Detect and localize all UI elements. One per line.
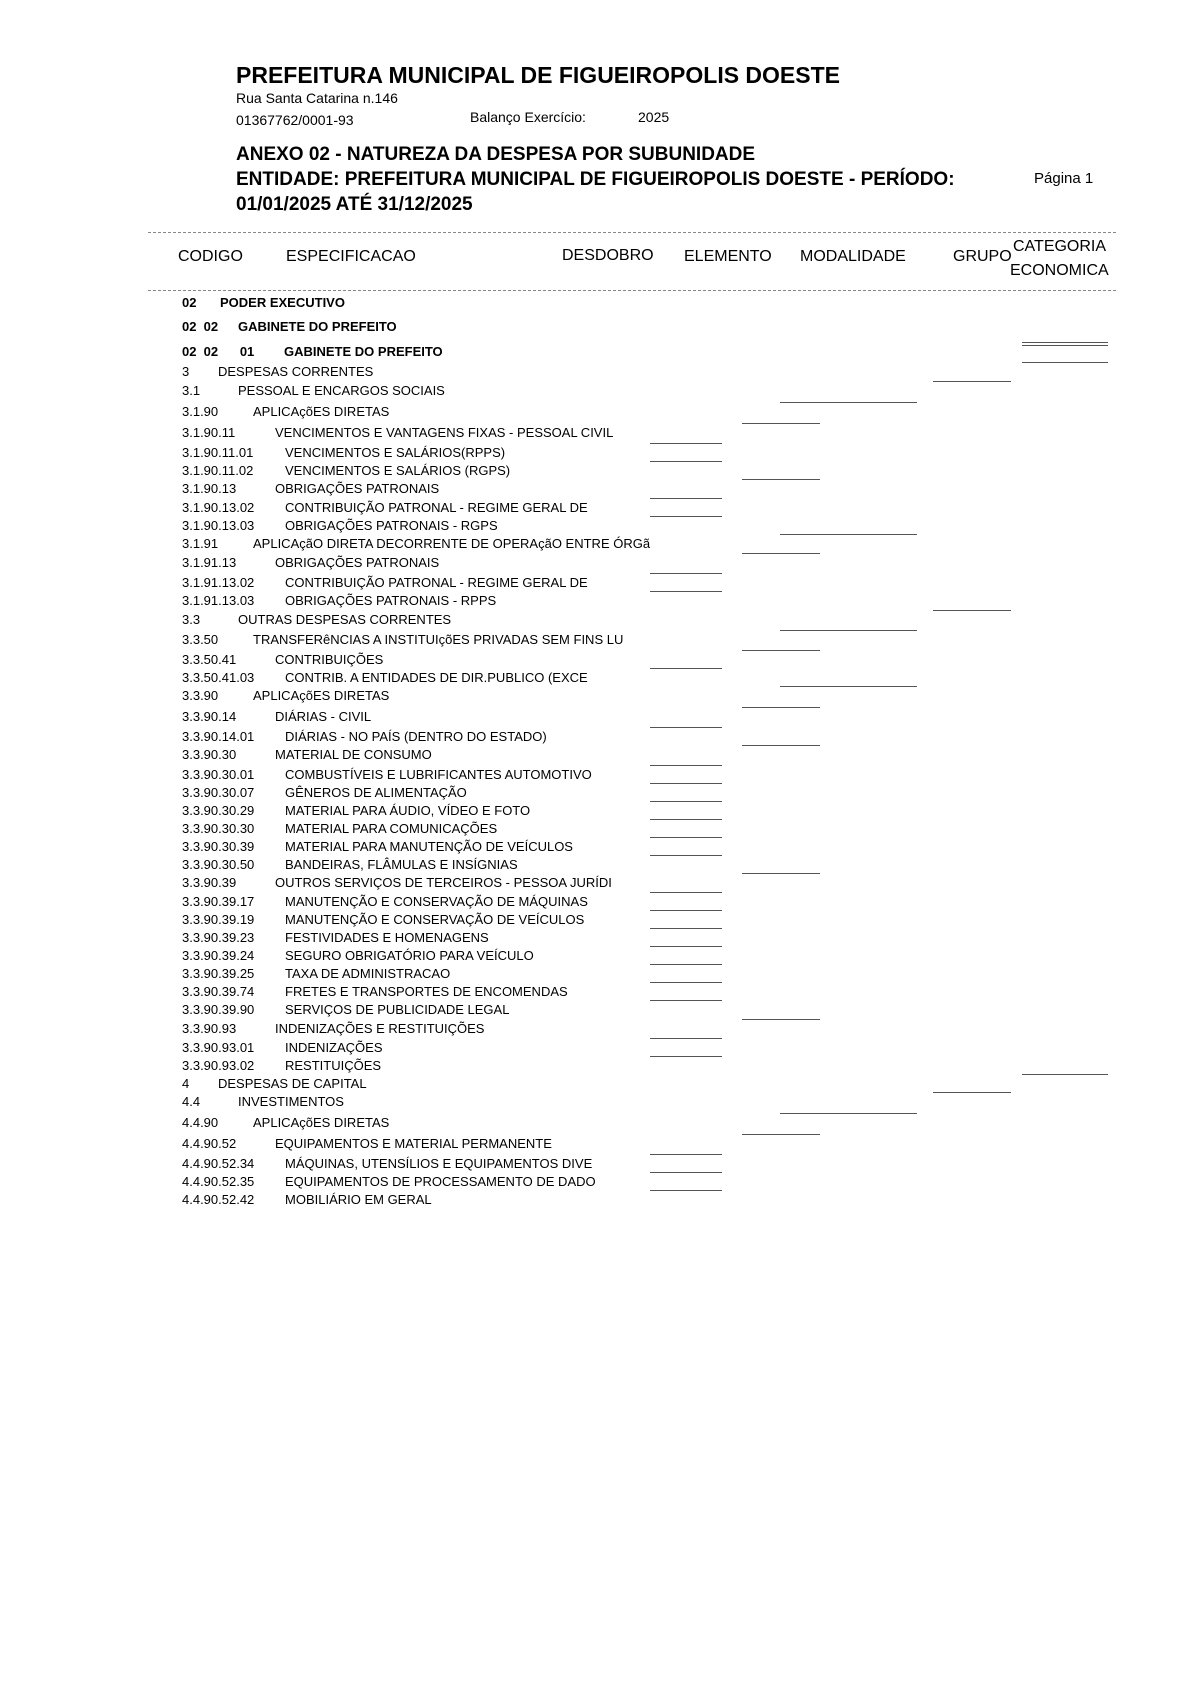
row-description: OBRIGAÇÕES PATRONAIS - RGPS: [285, 518, 498, 533]
row-description: PODER EXECUTIVO: [220, 295, 345, 310]
value-rule: [933, 610, 1011, 611]
row-code: 3.1.90.11: [182, 425, 236, 440]
row-description: OBRIGAÇÕES PATRONAIS: [275, 555, 440, 570]
row-description: CONTRIBUIÇÕES: [275, 652, 384, 667]
row-description: INDENIZAÇÕES E RESTITUIÇÕES: [275, 1021, 485, 1036]
row-description: SEGURO OBRIGATÓRIO PARA VEÍCULO: [285, 948, 534, 963]
balanco-year: 2025: [638, 109, 670, 125]
value-rule: [933, 381, 1011, 382]
row-code: 3.1: [182, 383, 201, 398]
row-code: 3.1.91.13.02: [182, 575, 255, 590]
row-description: DESPESAS CORRENTES: [218, 364, 374, 379]
row-description: INDENIZAÇÕES: [285, 1040, 383, 1055]
row-code: 4.4.90.52: [182, 1136, 237, 1151]
row-code: 3.3.90.93: [182, 1021, 237, 1036]
row-code: 3.3.90.30.30: [182, 821, 255, 836]
value-rule: [1022, 362, 1108, 363]
value-rule: [780, 630, 917, 631]
col-header-desdobro: DESDOBRO: [562, 247, 654, 264]
header-divider-bottom: [148, 290, 1116, 291]
row-description: FESTIVIDADES E HOMENAGENS: [285, 930, 489, 945]
value-rule: [650, 946, 722, 947]
row-code: 3.3.90.39.19: [182, 912, 255, 927]
row-code: 3.3.90.30.39: [182, 839, 255, 854]
row-description: GABINETE DO PREFEITO: [284, 344, 443, 359]
row-description: CONTRIBUIÇÃO PATRONAL - REGIME GERAL DE: [285, 500, 588, 515]
value-rule: [650, 928, 722, 929]
row-description: MATERIAL PARA MANUTENÇÃO DE VEÍCULOS: [285, 839, 573, 854]
value-rule: [650, 855, 722, 856]
row-description: MATERIAL PARA COMUNICAÇÕES: [285, 821, 498, 836]
row-description: APLICAçõES DIRETAS: [253, 1115, 390, 1130]
row-code: 3.3.90: [182, 688, 219, 703]
row-code: 3.3: [182, 612, 201, 627]
row-code: 4.4: [182, 1094, 201, 1109]
value-rule: [650, 1056, 722, 1057]
value-rule: [650, 837, 722, 838]
row-code: 3.3.90.93.01: [182, 1040, 255, 1055]
value-rule: [742, 1019, 820, 1020]
value-rule: [742, 650, 820, 651]
value-rule: [650, 727, 722, 728]
row-description: MANUTENÇÃO E CONSERVAÇÃO DE MÁQUINAS: [285, 894, 588, 909]
row-code: 3.3.90.30.01: [182, 767, 255, 782]
row-code: 4.4.90.52.42: [182, 1192, 255, 1207]
value-rule: [742, 707, 820, 708]
row-code: 02 02 01: [182, 344, 255, 359]
row-code: 3.1.90.13: [182, 481, 237, 496]
row-description: GABINETE DO PREFEITO: [238, 319, 397, 334]
row-description: OUTRAS DESPESAS CORRENTES: [238, 612, 452, 627]
row-description: EQUIPAMENTOS DE PROCESSAMENTO DE DADO: [285, 1174, 596, 1189]
row-description: CONTRIBUIÇÃO PATRONAL - REGIME GERAL DE: [285, 575, 588, 590]
col-header-modalidade: MODALIDADE: [800, 248, 906, 265]
value-rule: [650, 1000, 722, 1001]
row-code: 3.3.90.14.01: [182, 729, 255, 744]
value-rule: [933, 1092, 1011, 1093]
row-description: MATERIAL PARA ÁUDIO, VÍDEO E FOTO: [285, 803, 531, 818]
value-rule: [650, 783, 722, 784]
row-code: 3.3.90.39: [182, 875, 237, 890]
row-code: 4.4.90.52.34: [182, 1156, 255, 1171]
row-code: 3.1.90.13.03: [182, 518, 255, 533]
value-rule: [780, 1113, 917, 1114]
col-header-codigo: CODIGO: [178, 248, 243, 265]
row-description: TRANSFERêNCIAS A INSTITUIçõES PRIVADAS SEM FINS LU: [253, 632, 624, 647]
row-description: PESSOAL E ENCARGOS SOCIAIS: [238, 383, 445, 398]
value-rule: [650, 498, 722, 499]
value-rule: [780, 534, 917, 535]
value-rule: [650, 910, 722, 911]
row-description: OBRIGAÇÕES PATRONAIS: [275, 481, 440, 496]
value-rule: [742, 745, 820, 746]
row-description: VENCIMENTOS E SALÁRIOS(RPPS): [285, 445, 506, 460]
col-header-categoria: CATEGORIA: [1013, 238, 1107, 255]
row-code: 3.3.90.30.50: [182, 857, 255, 872]
row-code: 3.3.90.14: [182, 709, 237, 724]
col-header-elemento: ELEMENTO: [684, 248, 772, 265]
value-rule: [650, 964, 722, 965]
value-rule: [650, 1154, 722, 1155]
row-description: OUTROS SERVIÇOS DE TERCEIROS - PESSOA JURÍDI: [275, 875, 612, 890]
row-description: EQUIPAMENTOS E MATERIAL PERMANENTE: [275, 1136, 552, 1151]
row-code: 3.1.90.13.02: [182, 500, 255, 515]
org-title: PREFEITURA MUNICIPAL DE FIGUEIROPOLIS DOESTE: [236, 62, 841, 88]
row-code: 3.1.90.11.02: [182, 463, 254, 478]
value-rule: [742, 1134, 820, 1135]
row-description: DESPESAS DE CAPITAL: [218, 1076, 367, 1091]
row-code: 4: [182, 1076, 190, 1091]
row-code: 4.4.90.52.35: [182, 1174, 255, 1189]
org-cnpj: 01367762/0001-93: [236, 112, 354, 128]
col-header-especificacao: ESPECIFICACAO: [286, 248, 416, 265]
row-description: VENCIMENTOS E VANTAGENS FIXAS - PESSOAL CIVIL: [275, 425, 614, 440]
value-rule: [650, 461, 722, 462]
value-rule: [650, 801, 722, 802]
col-header-economica: ECONOMICA: [1010, 262, 1109, 279]
row-code: 3.1.90: [182, 404, 219, 419]
row-description: APLICAçãO DIRETA DECORRENTE DE OPERAçãO ENTRE ÓRGã: [253, 536, 651, 551]
row-code: 3.3.90.39.23: [182, 930, 255, 945]
value-rule: [780, 402, 917, 403]
row-code: 3.1.91.13.03: [182, 593, 255, 608]
row-code: 3.1.90.11.01: [182, 445, 254, 460]
value-rule: [742, 553, 820, 554]
org-address: Rua Santa Catarina n.146: [236, 90, 398, 106]
row-code: 3.3.90.93.02: [182, 1058, 255, 1073]
balanco-label: Balanço Exercício:: [470, 109, 586, 125]
row-code: 3.3.90.30: [182, 747, 237, 762]
value-rule: [742, 479, 820, 480]
row-description: DIÁRIAS - CIVIL: [275, 709, 372, 724]
value-rule: [650, 443, 722, 444]
value-rule: [650, 668, 722, 669]
value-rule: [650, 516, 722, 517]
row-description: APLICAçõES DIRETAS: [253, 688, 390, 703]
row-description: GÊNEROS DE ALIMENTAÇÃO: [285, 785, 467, 800]
row-description: RESTITUIÇÕES: [285, 1058, 382, 1073]
page-number: Página 1: [1034, 170, 1094, 187]
col-header-grupo: GRUPO: [953, 248, 1012, 265]
row-code: 3.3.50: [182, 632, 219, 647]
row-description: MANUTENÇÃO E CONSERVAÇÃO DE VEÍCULOS: [285, 912, 585, 927]
row-code: 3.3.90.30.07: [182, 785, 255, 800]
row-description: MOBILIÁRIO EM GERAL: [285, 1192, 432, 1207]
value-rule: [1022, 342, 1108, 346]
row-description: FRETES E TRANSPORTES DE ENCOMENDAS: [285, 984, 568, 999]
header-divider-top: [148, 232, 1116, 233]
row-code: 3.3.90.30.29: [182, 803, 255, 818]
entity-line-1: ENTIDADE: PREFEITURA MUNICIPAL DE FIGUEIROPOLIS DOESTE - PERÍODO:: [236, 169, 955, 190]
row-code: 3.1.91.13: [182, 555, 237, 570]
row-code: 3.3.90.39.74: [182, 984, 255, 999]
row-description: VENCIMENTOS E SALÁRIOS (RGPS): [285, 463, 511, 478]
value-rule: [780, 686, 917, 687]
row-description: OBRIGAÇÕES PATRONAIS - RPPS: [285, 593, 497, 608]
row-code: 3.3.90.39.25: [182, 966, 255, 981]
row-description: APLICAçõES DIRETAS: [253, 404, 390, 419]
row-code: 3.3.50.41.03: [182, 670, 255, 685]
value-rule: [650, 1038, 722, 1039]
entity-line-2: 01/01/2025 ATÉ 31/12/2025: [236, 194, 473, 215]
value-rule: [650, 982, 722, 983]
row-description: DIÁRIAS - NO PAÍS (DENTRO DO ESTADO): [285, 729, 547, 744]
row-code: 3: [182, 364, 190, 379]
row-description: SERVIÇOS DE PUBLICIDADE LEGAL: [285, 1002, 510, 1017]
row-description: CONTRIB. A ENTIDADES DE DIR.PUBLICO (EXCE: [285, 670, 588, 685]
value-rule: [650, 892, 722, 893]
row-code: 3.3.90.39.17: [182, 894, 255, 909]
value-rule: [742, 423, 820, 424]
value-rule: [650, 1190, 722, 1191]
row-code: 3.3.50.41: [182, 652, 237, 667]
value-rule: [650, 591, 722, 592]
annex-title: ANEXO 02 - NATUREZA DA DESPESA POR SUBUNIDADE: [236, 144, 756, 165]
row-code: 3.1.91: [182, 536, 219, 551]
row-code: 3.3.90.39.24: [182, 948, 255, 963]
row-code: 3.3.90.39.90: [182, 1002, 255, 1017]
value-rule: [1022, 1074, 1108, 1075]
row-description: TAXA DE ADMINISTRACAO: [285, 966, 451, 981]
row-description: INVESTIMENTOS: [238, 1094, 344, 1109]
row-code: 02: [182, 295, 197, 310]
value-rule: [742, 873, 820, 874]
value-rule: [650, 573, 722, 574]
row-description: COMBUSTÍVEIS E LUBRIFICANTES AUTOMOTIVO: [285, 767, 592, 782]
row-code: 4.4.90: [182, 1115, 219, 1130]
row-description: MÁQUINAS, UTENSÍLIOS E EQUIPAMENTOS DIVE: [285, 1156, 593, 1171]
row-code: 02 02: [182, 319, 219, 334]
row-description: BANDEIRAS, FLÂMULAS E INSÍGNIAS: [285, 857, 518, 872]
value-rule: [650, 765, 722, 766]
value-rule: [650, 819, 722, 820]
row-description: MATERIAL DE CONSUMO: [275, 747, 432, 762]
value-rule: [650, 1172, 722, 1173]
